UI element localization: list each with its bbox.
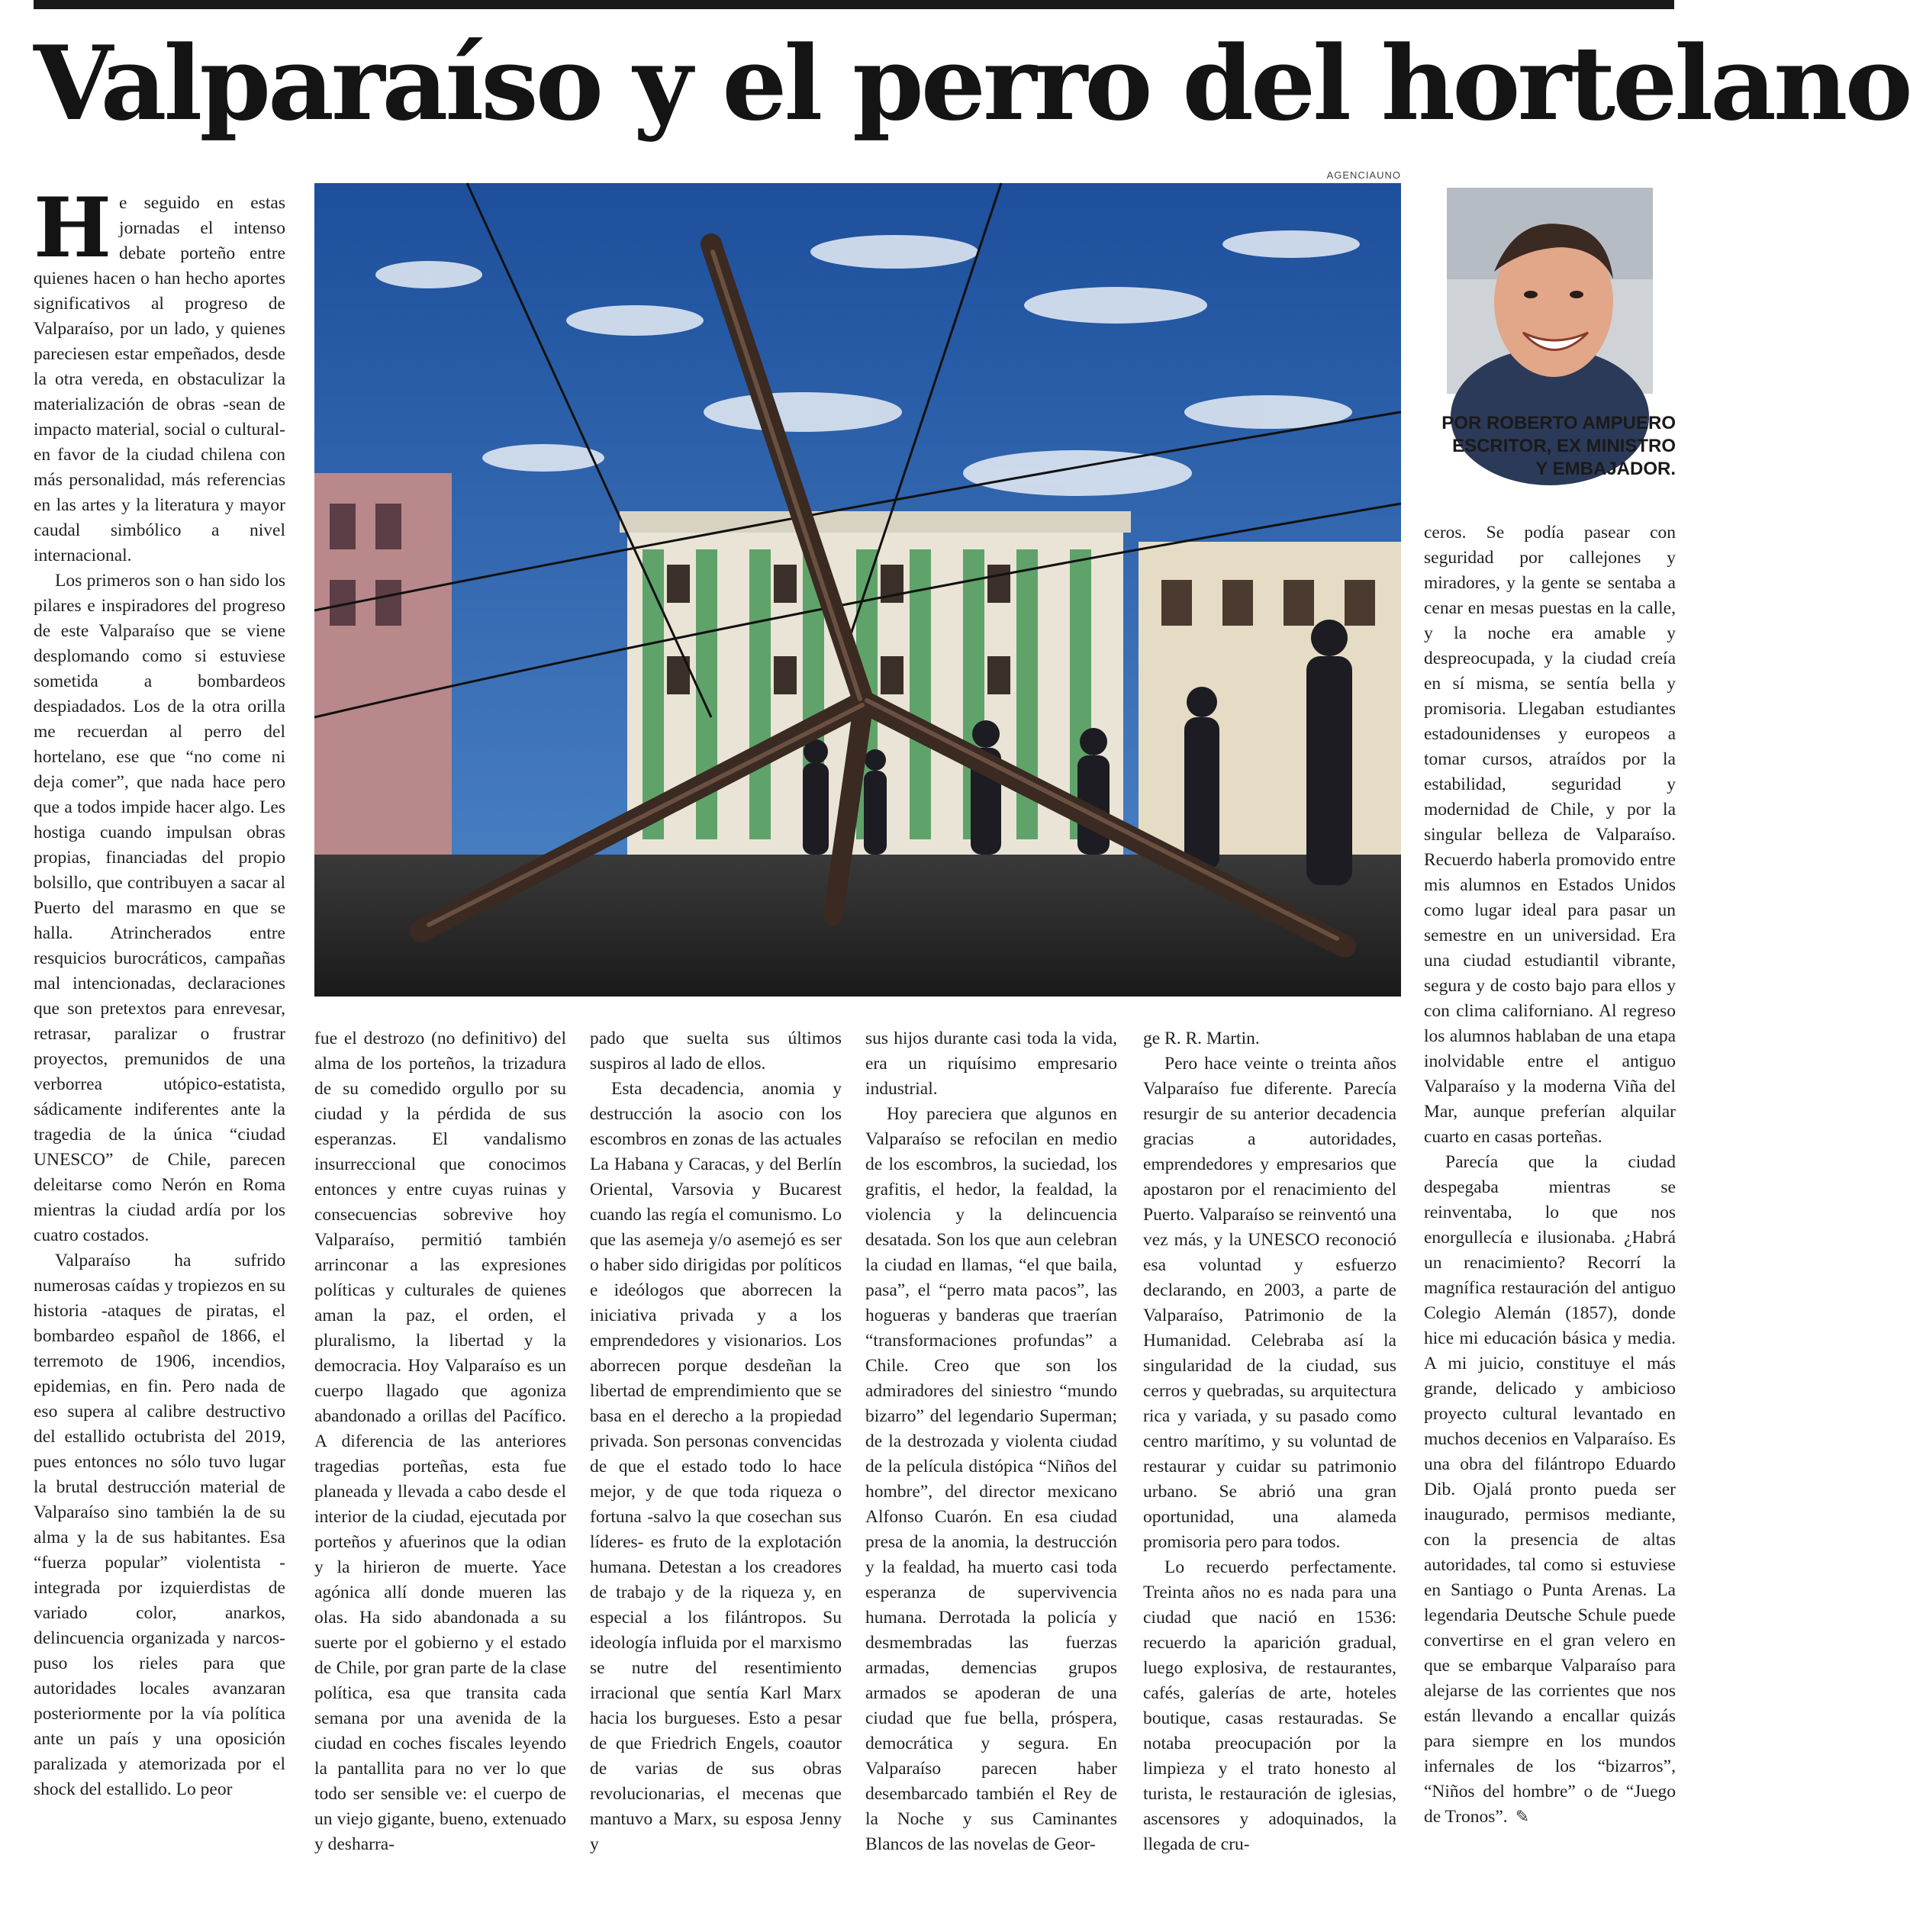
photo-credit: AGENCIAUNO: [1326, 169, 1401, 181]
article-photo: [314, 183, 1401, 997]
article-paragraph: Valparaíso ha sufrido numerosas caídas y tropiezos en su historia -ataques de piratas, el bombardeo español de 1866, el terremoto de 1906, incendios, epidemias, en fin. Pero nada de eso supera al calibre destructivo del estallido octubrista del 2019, pues entonces no sólo tuvo lugar la brutal destrucción material de Valparaíso sino también la de su alma y la de sus habitantes. Esa “fuerza popular” violentista -integrada por izquierdistas de variado color, anarkos, delincuencia organizada y narcos- puso los rieles para que autoridades locales avanzaran posteriormente por la vía política ante un país y una oposición paralizada y atemorizada por el shock del estallido. Lo peor: [34, 1251, 285, 1799]
paragraph-text: Parecía que la ciudad despegaba mientras se reinventaba, lo que nos enorgullecía e ilusionaba. ¿Habrá un renacimiento? Recorrí la magnífica restauración del antiguo Colegio Alemán (1857), donde hice mi educación básica y media. A mi juicio, constituye el más grande, delicado y ambicioso proyecto cultural levantado en muchos decenios en Valparaíso. Es una obra del filántropo Eduardo Dib. Ojalá pronto pueda ser inaugurado, permisos mediante, con la presencia de altas autoridades, tal como si estuviese en Santiago o Punta Arenas. La legendaria Deutsche Schule puede convertirse en el gran velero en que se embarque Valparaíso para alejarse de las corrientes que nos están llevando a encallar quizás para siempre en los mundos infernales de los “bizarros”, “Niños del hombre” o de “Juego de Tronos”.: [1424, 1152, 1676, 1827]
article-paragraph: [1424, 1150, 1676, 1830]
drop-cap: H: [34, 180, 112, 276]
street-scene-illustration: [314, 183, 1401, 997]
author-name: POR ROBERTO AMPUERO: [1441, 413, 1676, 433]
article-column-3: [590, 1026, 842, 1927]
author-role: ESCRITOR, EX MINISTRO: [1452, 436, 1676, 456]
article-paragraph: ceros. Se podía pasear con seguridad por callejones y miradores, y la gente se sentaba a cenar en mesas puestas en la calle, y la noche era amable y despreocupada, y la ciudad creía en sí misma, se sentía bella y promisoria. Llegaban estudiantes estadounidenses y europeos a tomar cursos, atraídos por la estabilidad, seguridad y modernidad de Chile, y por la singular belleza de Valparaíso. Recuerdo haberla promovido entre mis alumnos en Estados Unidos como lugar ideal para pasar un semestre en un universidad. Era una ciudad estudiantil vibrante, segura y de costo bajo para ellos y con clima californiano. Al regreso los alumnos hablaban de una etapa inolvidable entre el antiguo Valparaíso y la moderna Viña del Mar, aunque preferían alquilar cuarto en casas porteñas.: [1424, 523, 1676, 1147]
article-paragraph: Los primeros son o han sido los pilares e inspiradores del progreso de este Valparaíso que se viene desplomando como si estuviese sometida a bombardeos despiadados. Los de la otra orilla me recuerdan al perro del hortelano, ese que “no come ni deja comer”, que nada hace pero que a todos impide hacer algo. Les hostiga cuando impulsan obras propias, financiadas del propio bolsillo, que contribuyen a sacar al Puerto del marasmo en que se halla. Atrincherados entre resquicios burocráticos, campañas mal intencionadas, declaraciones que son pretextos para enrevesar, retrasar, paralizar o frustrar proyectos, premunidos de una verborrea utópico-estatista, sádicamente indiferentes ante la tragedia de la única “ciudad UNESCO” de Chile, parecen deleitarse como Nerón en Roma mientras la ciudad ardía por los cuatro costados.: [34, 571, 285, 1245]
article-paragraph: Hoy pareciera que algunos en Valparaíso se refocilan en medio de los escombros, la suciedad, los grafitis, el hedor, la fealdad, la violencia y la delincuencia desatada. Son los que aun celebran la ciudad en llamas, “el que baila, pasa”, el “perro mata pacos”, las hogueras y banderas que traerían “transformaciones profundas” a Chile. Creo que son los admiradores del siniestro “mundo bizarro” del legendario Superman; de la destrozada y violenta ciudad de la película distópica “Niños del hombre”, del director mexicano Alfonso Cuarón. En esa ciudad presa de la anomia, la destrucción y la fealdad, ha muerto casi toda esperanza de supervivencia humana. Derrotada la policía y desmembradas las fuerzas armadas, demencias grupos armados se apoderan de una ciudad que fue bella, próspera, democrática y segura. En Valparaíso parecen haber desembarcado también el Rey de la Noche y sus Caminantes Blancos de las novelas de Geor-: [865, 1104, 1117, 1854]
article-column-6: [1424, 520, 1676, 1927]
top-rule: [34, 0, 1674, 9]
paragraph-text: e seguido en estas jornadas el intenso debate porteño entre quienes hacen o han hecho aportes significativos al progreso de Valparaíso, por un lado, y quienes pareciesen estar empeñados, desde la otra vereda, en obstaculizar la materialización de obras -sean de impacto material, social o cultural- en favor de la ciudad chilena con más personalidad, más referencias en las artes y la literatura y mayor caudal simbólico a nivel internacional.: [34, 193, 285, 565]
article-paragraph: pado que suelta sus últimos suspiros al lado de ellos.: [590, 1029, 842, 1074]
article-paragraph: fue el destrozo (no definitivo) del alma de los porteños, la trizadura de su comedido orgullo por su ciudad y la pérdida de sus esperanzas. El vandalismo insurreccional que conocimos entonces y entre cuyas ruinas y consecuencias sobrevive hoy Valparaíso, permitió también arrinconar a las expresiones políticas y culturales de quienes aman la paz, el orden, el pluralismo, la libertad y la democracia. Hoy Valparaíso es un cuerpo llagado que agoniza abandonado a orillas del Pacífico. A diferencia de las anteriores tragedias porteñas, esta fue planeada y llevada a cabo desde el interior de la ciudad, ejecutada por porteños y afuerinos que la odian y la hirieron de muerte. Yace agónica allí donde mueren las olas. Ha sido abandonada a su suerte por el gobierno y el estado de Chile, por gran parte de la clase política, esa que transita cada semana por una avenida de la ciudad en coches fiscales leyendo la pantallita para no ver lo que todo ser sensible ve: el cuerpo de un viejo gigante, bueno, extenuado y desharra-: [314, 1029, 566, 1854]
author-portrait: [1447, 188, 1653, 394]
author-photo-illustration: [1447, 188, 1653, 394]
article-paragraph: Esta decadencia, anomia y destrucción la asocio con los escombros en zonas de las actuales La Habana y Caracas, y del Berlín Oriental, Varsovia y Bucarest cuando las regía el comunismo. Lo que las asemeja y/o asemejó es ser o haber sido dirigidas por políticos e ideólogos que aborrecen la iniciativa privada y a los emprendedores y visionarios. Los aborrecen porque desdeñan la libertad de emprendimiento que se basa en el derecho a la propiedad privada. Son personas convencidas de que el estado todo lo hace mejor, y de que toda riqueza o fortuna -salvo la que cosechan sus líderes- es fruto de la explotación humana. Detestan a los creadores de trabajo y de la riqueza y, en especial a los filántropos. Su ideología influida por el marxismo se nutre del resentimiento irracional que sentía Karl Marx hacia los burgueses. Esto a pesar de que Friedrich Engels, coautor de varias de sus obras revolucionarias, el mecenas que mantuvo a Marx, su esposa Jenny y: [590, 1079, 842, 1854]
article-column-2: [314, 1026, 566, 1927]
article-paragraph: Lo recuerdo perfectamente. Treinta años no es nada para una ciudad que nació en 1536: recuerdo la aparición gradual, luego explosiva, de restaurantes, cafés, galerías de arte, hoteles boutique, casas restauradas. Se notaba preocupación por la limpieza y el trato honesto al turista, le restauración de iglesias, ascensores y adoquinados, la llegada de cru-: [1143, 1557, 1396, 1854]
article-paragraph: Pero hace veinte o treinta años Valparaíso fue diferente. Parecía resurgir de su anterior decadencia gracias a autoridades, emprendedores y empresarios que apostaron por el renacimiento del Puerto. Valparaíso se reinventó una vez más, y la UNESCO reconoció esa voluntad y esfuerzo declarando, en 2003, a parte de Valparaíso, Patrimonio de la Humanidad. Celebraba así la singularidad de la ciudad, sus cerros y quebradas, su arquitectura rica y variada, y su pasado como centro marítimo, y su voluntad de restaurar y cuidar su patrimonio urbano. Se abrió una gran oportunidad, una alameda promisoria pero para todos.: [1143, 1054, 1396, 1552]
author-role-continued: Y EMBAJADOR.: [1535, 459, 1676, 479]
article-paragraph: ge R. R. Martin.: [1143, 1029, 1260, 1048]
article-paragraph: sus hijos durante casi toda la vida, era un riquísimo empresario industrial.: [865, 1029, 1117, 1099]
byline: [1409, 412, 1676, 481]
headline: Valparaíso y el perro del hortelano: [34, 23, 1910, 143]
article-column-4: [865, 1026, 1117, 1927]
article-column-5: [1143, 1026, 1396, 1927]
end-mark-icon: ✎: [1515, 1808, 1530, 1827]
article-column-1: [34, 180, 285, 1923]
article-paragraph: [34, 180, 285, 568]
